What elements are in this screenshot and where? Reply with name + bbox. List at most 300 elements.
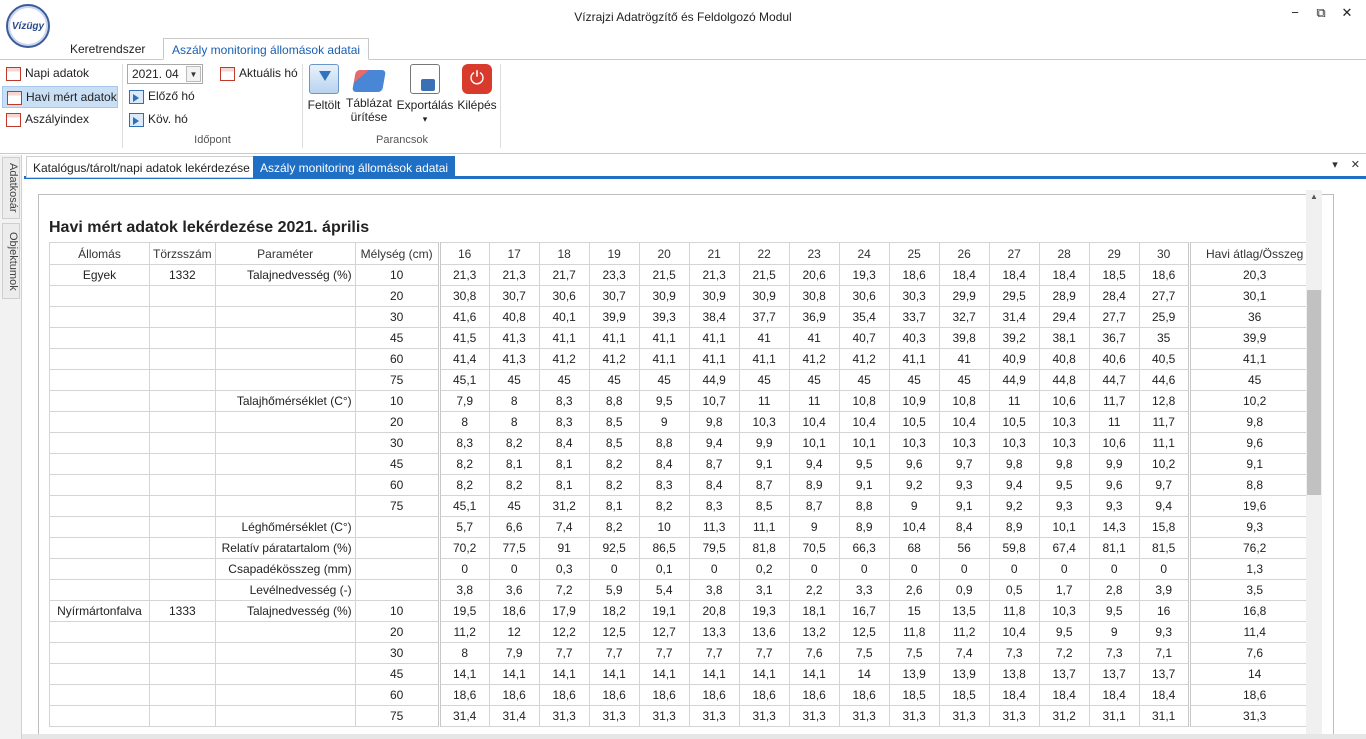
table-cell: 8,3 — [639, 475, 689, 496]
table-cell: 23,3 — [589, 265, 639, 286]
table-cell: 8,7 — [689, 454, 739, 475]
table-cell: 3,9 — [1139, 580, 1189, 601]
table-cell: 8,2 — [639, 496, 689, 517]
table-cell: 8,9 — [839, 517, 889, 538]
table-row[interactable] — [50, 475, 1320, 496]
table-cell: 10,3 — [889, 433, 939, 454]
report-title: Havi mért adatok lekérdezése 2021. április — [49, 219, 370, 236]
table-cell — [150, 706, 216, 727]
table-cell: 10,6 — [1039, 391, 1089, 412]
exportalas-dropdown-icon[interactable]: ▾ — [422, 114, 428, 124]
chevron-down-icon[interactable]: ▼ — [186, 66, 201, 82]
table-cell: 13,9 — [889, 664, 939, 685]
maximize-button[interactable]: ⧉ — [1316, 5, 1326, 20]
table-cell: 18,6 — [789, 685, 839, 706]
table-cell: 41,1 — [589, 328, 639, 349]
table-cell: Léghőmérséklet (C°) — [215, 517, 355, 538]
table-cell: 10,5 — [889, 412, 939, 433]
table-cell: 10,5 — [989, 412, 1039, 433]
table-cell: 7,9 — [439, 391, 489, 412]
table-cell: 7,4 — [939, 643, 989, 664]
table-cell: 81,5 — [1139, 538, 1189, 559]
column-header[interactable]: 24 — [839, 243, 889, 265]
column-header[interactable]: 27 — [989, 243, 1039, 265]
table-icon — [6, 113, 21, 127]
doc-dropdown-icon[interactable]: ▾ — [1332, 159, 1338, 171]
table-cell: 14 — [1189, 664, 1319, 685]
table-cell: 13,2 — [789, 622, 839, 643]
kilepes-button[interactable] — [457, 64, 497, 112]
table-cell: 7,6 — [1189, 643, 1319, 664]
table-cell: 8,3 — [539, 391, 589, 412]
table-cell — [215, 643, 355, 664]
table-cell — [215, 328, 355, 349]
column-header[interactable]: 18 — [539, 243, 589, 265]
table-cell: 18,2 — [589, 601, 639, 622]
table-cell — [215, 496, 355, 517]
column-header[interactable]: 28 — [1039, 243, 1089, 265]
table-cell: 21,5 — [739, 265, 789, 286]
table-cell: 11,3 — [689, 517, 739, 538]
table-cell: 7,4 — [539, 517, 589, 538]
table-cell: 30,8 — [789, 286, 839, 307]
table-cell: 39,8 — [939, 328, 989, 349]
table-row[interactable] — [50, 538, 1320, 559]
table-cell — [50, 559, 150, 580]
report-panel — [38, 194, 1334, 739]
table-cell: 18,6 — [639, 685, 689, 706]
table-cell: 18,5 — [889, 685, 939, 706]
data-grid — [49, 242, 1320, 727]
table-row[interactable] — [50, 580, 1320, 601]
table-cell: 9,3 — [1089, 496, 1139, 517]
table-cell: 41,2 — [539, 349, 589, 370]
table-cell: 9,8 — [989, 454, 1039, 475]
table-cell: 11,2 — [939, 622, 989, 643]
download-icon — [309, 64, 339, 94]
table-cell — [50, 412, 150, 433]
table-cell: 10 — [355, 391, 439, 412]
table-cell: 45 — [489, 496, 539, 517]
document-tab-bar — [24, 155, 1366, 179]
table-cell: 60 — [355, 349, 439, 370]
table-cell: 38,4 — [689, 307, 739, 328]
table-cell — [50, 643, 150, 664]
table-cell: 45 — [789, 370, 839, 391]
table-cell: 30,7 — [589, 286, 639, 307]
doc-tab-aszaly-monitoring[interactable]: Aszály monitoring állomások adatai — [253, 156, 455, 178]
table-cell: 1332 — [150, 265, 216, 286]
table-cell: 8,9 — [989, 517, 1039, 538]
table-cell: 40,5 — [1139, 349, 1189, 370]
havi-mert-adatok-label: Havi mért adatok — [26, 90, 117, 104]
table-cell: 41,1 — [539, 328, 589, 349]
table-cell: 9,1 — [939, 496, 989, 517]
table-cell: 18,4 — [1039, 685, 1089, 706]
table-cell: 8,1 — [489, 454, 539, 475]
table-cell: 27,7 — [1139, 286, 1189, 307]
table-cell — [215, 286, 355, 307]
table-row[interactable] — [50, 391, 1320, 412]
tablazat-uritese-button[interactable] — [346, 64, 392, 124]
table-cell: 36,7 — [1089, 328, 1139, 349]
table-cell: 30,6 — [839, 286, 889, 307]
havi-mert-adatok-button[interactable] — [2, 86, 118, 108]
vertical-scrollbar[interactable] — [1306, 190, 1322, 739]
table-cell: 81,1 — [1089, 538, 1139, 559]
table-cell: 11,1 — [1139, 433, 1189, 454]
table-cell: 19,3 — [739, 601, 789, 622]
table-cell: 8,1 — [539, 454, 589, 475]
table-cell: 8,2 — [589, 517, 639, 538]
table-cell — [50, 685, 150, 706]
table-cell: 10,3 — [989, 433, 1039, 454]
table-cell: 41,1 — [689, 349, 739, 370]
ribbon-tab-bar — [0, 36, 1366, 60]
table-cell: 13,9 — [939, 664, 989, 685]
table-cell: 79,5 — [689, 538, 739, 559]
column-header[interactable]: 20 — [639, 243, 689, 265]
table-cell — [150, 454, 216, 475]
aktualis-ho-button[interactable] — [216, 63, 298, 85]
kov-ho-label: Köv. hó — [148, 112, 188, 126]
table-row[interactable] — [50, 622, 1320, 643]
group-label-parancsok: Parancsok — [376, 134, 428, 146]
table-cell: 8,7 — [739, 475, 789, 496]
scroll-up-icon[interactable]: ▲ — [1310, 192, 1318, 201]
table-cell: 7,6 — [789, 643, 839, 664]
table-cell — [215, 454, 355, 475]
table-cell: 9,3 — [1039, 496, 1089, 517]
table-cell: 45 — [739, 370, 789, 391]
table-cell: 10,4 — [789, 412, 839, 433]
table-cell: 9 — [889, 496, 939, 517]
table-cell: 45 — [639, 370, 689, 391]
table-cell: 31,3 — [539, 706, 589, 727]
table-cell: 8,3 — [539, 412, 589, 433]
table-cell: 45 — [355, 454, 439, 475]
table-cell: 31,4 — [439, 706, 489, 727]
column-header[interactable]: 22 — [739, 243, 789, 265]
table-cell: 41,1 — [639, 349, 689, 370]
table-cell: 11,1 — [739, 517, 789, 538]
table-cell — [150, 433, 216, 454]
previous-arrow-icon — [129, 90, 144, 104]
table-cell: 41,1 — [639, 328, 689, 349]
table-cell: 5,4 — [639, 580, 689, 601]
table-cell: 7,5 — [889, 643, 939, 664]
table-cell: 30 — [355, 307, 439, 328]
table-cell: 18,4 — [989, 685, 1039, 706]
table-row[interactable] — [50, 328, 1320, 349]
table-cell: 31,3 — [689, 706, 739, 727]
table-cell: 28,4 — [1089, 286, 1139, 307]
table-cell: 3,1 — [739, 580, 789, 601]
table-row[interactable] — [50, 412, 1320, 433]
table-cell — [215, 664, 355, 685]
table-cell: 40,9 — [989, 349, 1039, 370]
table-cell — [150, 370, 216, 391]
table-cell: 28,9 — [1039, 286, 1089, 307]
side-tab-adatkosar[interactable]: Adatkosár — [2, 157, 20, 219]
table-cell: 20 — [355, 622, 439, 643]
table-cell: 9 — [1089, 622, 1139, 643]
table-cell: Talajnedvesség (%) — [215, 265, 355, 286]
table-cell: 41,2 — [789, 349, 839, 370]
table-row[interactable] — [50, 706, 1320, 727]
table-cell: 10 — [355, 601, 439, 622]
table-cell: 45,1 — [439, 370, 489, 391]
table-cell: 60 — [355, 475, 439, 496]
table-cell: 41,1 — [889, 349, 939, 370]
aktualis-ho-label: Aktuális hó — [239, 66, 298, 80]
table-cell: 10 — [355, 265, 439, 286]
aszalyindex-button[interactable] — [2, 109, 92, 131]
table-cell: 41,5 — [439, 328, 489, 349]
table-cell: 8,1 — [539, 475, 589, 496]
table-cell: 6,6 — [489, 517, 539, 538]
column-header[interactable]: Állomás — [50, 243, 150, 265]
table-cell: 9,7 — [1139, 475, 1189, 496]
date-select[interactable] — [127, 64, 203, 84]
feltolt-label: Feltölt — [307, 98, 341, 112]
table-cell: 9,4 — [1139, 496, 1189, 517]
column-header[interactable]: Havi átlag/Összeg — [1189, 243, 1319, 265]
table-cell: 18,4 — [1089, 685, 1139, 706]
table-cell: 0,9 — [939, 580, 989, 601]
table-cell: 20 — [355, 286, 439, 307]
side-tab-objektumok[interactable]: Objektumok — [2, 223, 20, 299]
table-row[interactable] — [50, 307, 1320, 328]
app-title: Vízrajzi Adatrögzítő és Feldolgozó Modul — [574, 10, 792, 24]
table-cell: 13,5 — [939, 601, 989, 622]
doc-close-icon[interactable]: ✕ — [1350, 159, 1360, 171]
column-header[interactable]: 30 — [1139, 243, 1189, 265]
table-cell: 16,7 — [839, 601, 889, 622]
table-cell: 31,3 — [989, 706, 1039, 727]
table-row[interactable] — [50, 643, 1320, 664]
table-cell: 31,3 — [739, 706, 789, 727]
table-cell: 31,2 — [1039, 706, 1089, 727]
table-row[interactable] — [50, 286, 1320, 307]
table-cell — [50, 622, 150, 643]
table-cell: 9,4 — [789, 454, 839, 475]
minimize-button[interactable]: − — [1291, 5, 1299, 20]
table-cell: 0 — [439, 559, 489, 580]
table-cell: 1,3 — [1189, 559, 1319, 580]
table-cell: 21,3 — [439, 265, 489, 286]
table-cell: 10,3 — [739, 412, 789, 433]
table-cell — [50, 286, 150, 307]
table-cell: 12 — [489, 622, 539, 643]
table-cell: 18,1 — [789, 601, 839, 622]
table-cell — [150, 643, 216, 664]
doc-controls — [1332, 158, 1360, 171]
table-cell: 12,8 — [1139, 391, 1189, 412]
table-cell: 18,6 — [439, 685, 489, 706]
table-cell: 18,6 — [489, 685, 539, 706]
table-cell: 5,9 — [589, 580, 639, 601]
table-cell: 41,1 — [1189, 349, 1319, 370]
table-cell: 11,4 — [1189, 622, 1319, 643]
table-cell: 18,6 — [1189, 685, 1319, 706]
table-cell: 2,2 — [789, 580, 839, 601]
table-row[interactable] — [50, 559, 1320, 580]
table-cell: 8,3 — [689, 496, 739, 517]
table-cell: 40,6 — [1089, 349, 1139, 370]
table-cell — [50, 370, 150, 391]
table-cell: 11,8 — [989, 601, 1039, 622]
table-cell: 75 — [355, 370, 439, 391]
table-cell: 0,1 — [639, 559, 689, 580]
table-cell: 10,1 — [839, 433, 889, 454]
table-cell: 10,1 — [789, 433, 839, 454]
table-cell: 10,4 — [989, 622, 1039, 643]
column-header[interactable]: 16 — [439, 243, 489, 265]
calendar-icon — [6, 67, 21, 81]
column-header[interactable]: 21 — [689, 243, 739, 265]
table-row[interactable] — [50, 265, 1320, 286]
column-header[interactable]: 17 — [489, 243, 539, 265]
table-cell: 14,3 — [1089, 517, 1139, 538]
horizontal-scrollbar[interactable] — [22, 734, 1366, 739]
table-row[interactable] — [50, 496, 1320, 517]
table-cell: 12,2 — [539, 622, 589, 643]
table-cell: 67,4 — [1039, 538, 1089, 559]
ribbon-separator — [500, 64, 501, 148]
table-row[interactable] — [50, 433, 1320, 454]
doc-tab-katalogus[interactable]: Katalógus/tárolt/napi adatok lekérdezése — [26, 156, 257, 178]
table-cell: 13,7 — [1039, 664, 1089, 685]
close-button[interactable]: ✕ — [1341, 5, 1353, 20]
column-header[interactable]: Törzsszám — [150, 243, 216, 265]
table-cell: 19,1 — [639, 601, 689, 622]
table-cell: 9,4 — [689, 433, 739, 454]
napi-adatok-button[interactable] — [2, 63, 92, 85]
table-cell: 11 — [789, 391, 839, 412]
table-cell — [50, 349, 150, 370]
table-cell: 8,2 — [489, 433, 539, 454]
table-cell: 8,7 — [789, 496, 839, 517]
column-header[interactable]: 23 — [789, 243, 839, 265]
table-cell: 76,2 — [1189, 538, 1319, 559]
table-cell: 41,2 — [589, 349, 639, 370]
group-label-idopont: Időpont — [194, 134, 231, 146]
tab-aszaly-monitoring[interactable]: Aszály monitoring állomások adatai — [163, 38, 369, 60]
exportalas-button[interactable] — [396, 64, 454, 126]
table-cell: 9,2 — [889, 475, 939, 496]
table-row[interactable] — [50, 685, 1320, 706]
table-cell: 18,5 — [939, 685, 989, 706]
table-cell: 8,4 — [539, 433, 589, 454]
table-cell: 18,4 — [939, 265, 989, 286]
table-cell: 29,5 — [989, 286, 1039, 307]
table-cell: 10,4 — [939, 412, 989, 433]
table-cell: 41 — [939, 349, 989, 370]
table-cell: 7,3 — [989, 643, 1039, 664]
table-cell: 14,1 — [689, 664, 739, 685]
table-cell: 44,8 — [1039, 370, 1089, 391]
table-cell — [215, 475, 355, 496]
document-area — [24, 182, 1366, 739]
table-cell: 31,4 — [489, 706, 539, 727]
column-header[interactable]: 19 — [589, 243, 639, 265]
table-cell: 35 — [1139, 328, 1189, 349]
table-row[interactable] — [50, 601, 1320, 622]
table-cell: 13,3 — [689, 622, 739, 643]
table-cell: 14,1 — [639, 664, 689, 685]
table-cell: 9,7 — [939, 454, 989, 475]
table-cell: 7,7 — [589, 643, 639, 664]
column-header[interactable]: Paraméter — [215, 243, 355, 265]
scrollbar-thumb[interactable] — [1307, 290, 1321, 495]
table-cell: 32,7 — [939, 307, 989, 328]
table-cell: 7,1 — [1139, 643, 1189, 664]
column-header[interactable]: 25 — [889, 243, 939, 265]
table-cell: 27,7 — [1089, 307, 1139, 328]
table-cell: 13,7 — [1139, 664, 1189, 685]
table-cell: 8,3 — [439, 433, 489, 454]
table-cell: 16 — [1139, 601, 1189, 622]
table-cell: 20,3 — [1189, 265, 1319, 286]
table-cell: 9,5 — [1039, 622, 1089, 643]
table-cell: 45 — [355, 664, 439, 685]
elozo-ho-label: Előző hó — [148, 89, 195, 103]
table-cell: 9,4 — [989, 475, 1039, 496]
elozo-ho-button[interactable] — [125, 86, 201, 108]
table-cell: 0,3 — [539, 559, 589, 580]
table-row[interactable] — [50, 517, 1320, 538]
table-cell: 8,5 — [589, 412, 639, 433]
column-header[interactable]: 26 — [939, 243, 989, 265]
tablazat-label-1: Táblázat — [345, 96, 393, 110]
table-cell: 25,9 — [1139, 307, 1189, 328]
table-row[interactable] — [50, 664, 1320, 685]
table-cell: 2,8 — [1089, 580, 1139, 601]
table-row[interactable] — [50, 370, 1320, 391]
table-cell: 29,9 — [939, 286, 989, 307]
eraser-icon — [352, 70, 386, 92]
table-cell: 7,3 — [1089, 643, 1139, 664]
table-cell: 8,4 — [639, 454, 689, 475]
table-cell: 45 — [1189, 370, 1319, 391]
table-cell: 41,3 — [489, 349, 539, 370]
column-header[interactable]: Mélység (cm) — [355, 243, 439, 265]
column-header[interactable]: 29 — [1089, 243, 1139, 265]
table-cell: 3,3 — [839, 580, 889, 601]
table-cell: 18,6 — [589, 685, 639, 706]
date-select-value: 2021. 04 — [132, 67, 179, 81]
table-row[interactable] — [50, 349, 1320, 370]
table-cell — [50, 433, 150, 454]
table-cell — [215, 370, 355, 391]
ribbon — [0, 60, 1366, 154]
table-cell: 20,6 — [789, 265, 839, 286]
table-cell: 3,8 — [689, 580, 739, 601]
table-cell: 59,8 — [989, 538, 1039, 559]
table-cell: 44,7 — [1089, 370, 1139, 391]
table-row[interactable] — [50, 454, 1320, 475]
table-cell: 0 — [489, 559, 539, 580]
feltolt-button[interactable] — [306, 64, 342, 112]
kov-ho-button[interactable] — [125, 109, 201, 131]
table-cell: 41,1 — [689, 328, 739, 349]
table-cell: 41,6 — [439, 307, 489, 328]
table-cell — [150, 475, 216, 496]
tab-keretrendszer[interactable]: Keretrendszer — [70, 42, 146, 56]
table-cell: 14,1 — [789, 664, 839, 685]
table-cell: 9,3 — [939, 475, 989, 496]
